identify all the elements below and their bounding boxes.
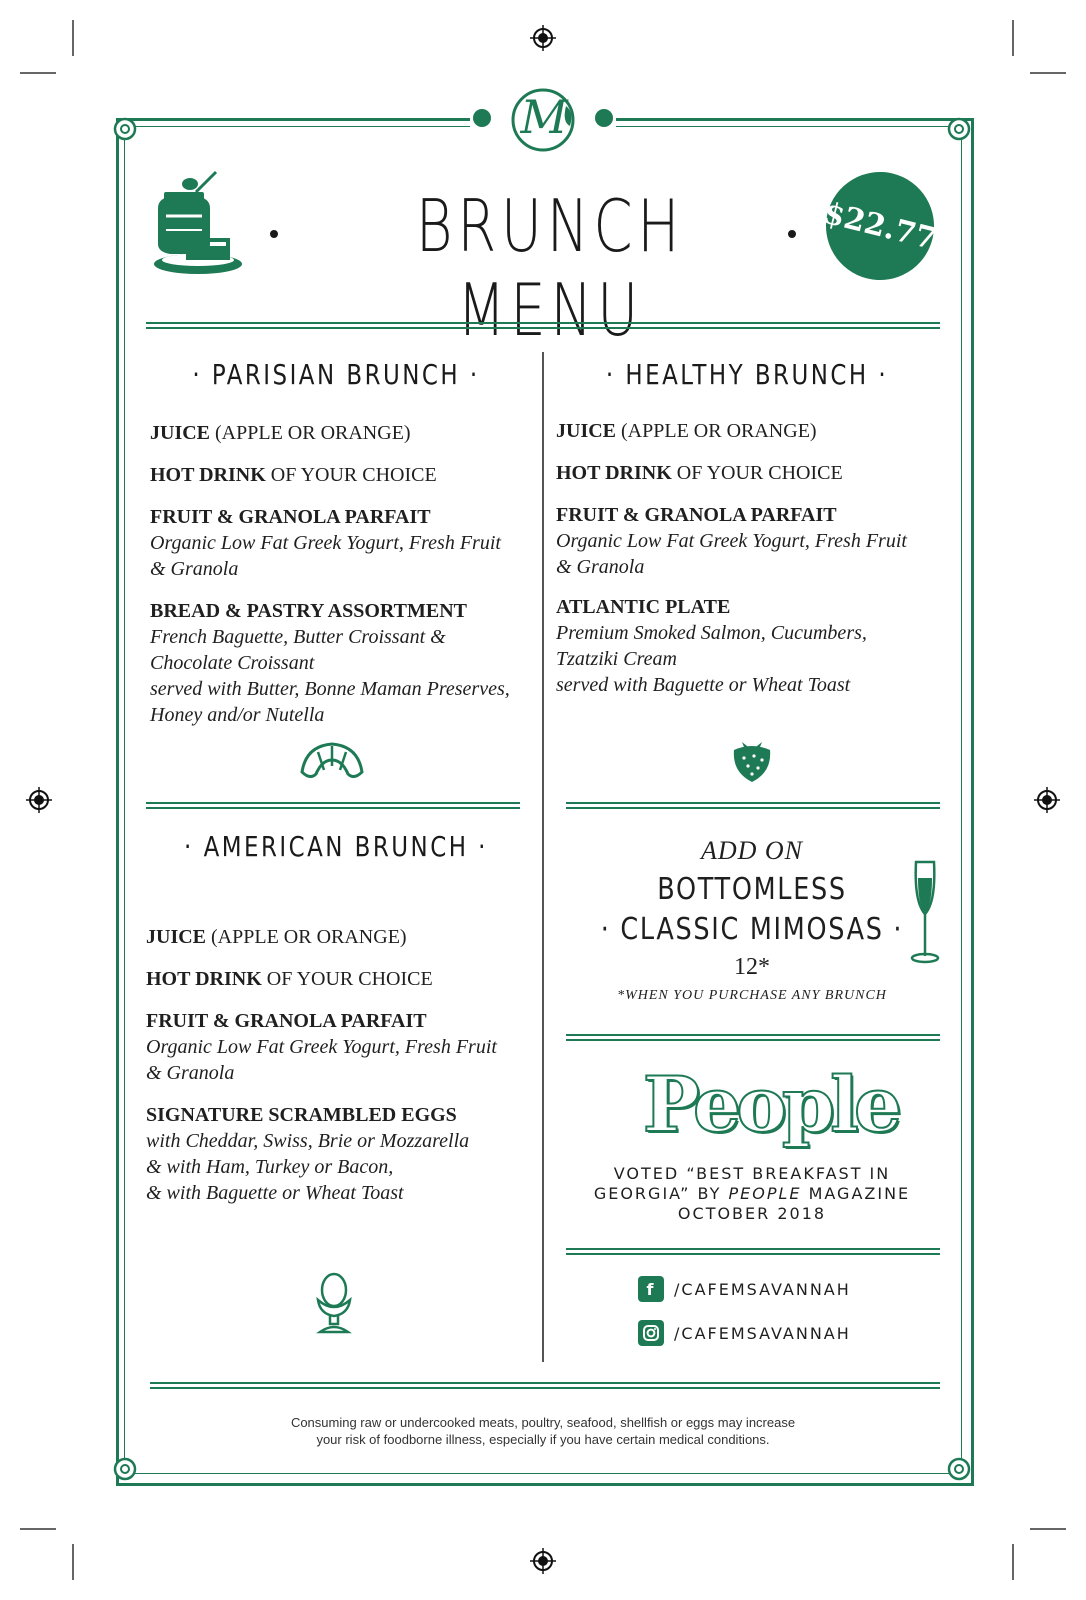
- menu-item-name: BREAD & PASTRY ASSORTMENT: [150, 600, 467, 622]
- crop-mark: [1012, 1544, 1014, 1580]
- corner-flourish: [942, 112, 976, 146]
- facebook-link[interactable]: [638, 1276, 851, 1302]
- menu-item-name: HOT DRINK: [146, 968, 262, 990]
- title-dot: [270, 230, 278, 238]
- menu-item-option: OF YOUR CHOICE: [261, 968, 433, 990]
- menu-item-description: Chocolate Croissant: [150, 652, 315, 674]
- section-divider: [566, 1248, 940, 1255]
- section-divider: [566, 802, 940, 809]
- crop-mark: [1030, 1528, 1066, 1530]
- crop-mark: [72, 1544, 74, 1580]
- header-divider: [146, 322, 940, 329]
- croissant-icon: [298, 738, 366, 782]
- page-title: BRUNCH MENU: [415, 184, 685, 352]
- menu-item-description: & Granola: [150, 558, 239, 580]
- menu-item-description: Honey and/or Nutella: [150, 704, 325, 726]
- crop-mark: [72, 20, 74, 56]
- menu-item: [146, 966, 526, 992]
- registration-mark-icon: [530, 1548, 556, 1574]
- foodborne-disclaimer: Consuming raw or undercooked meats, poultry, seafood, shellfish or eggs may increase your risk of foodborne illness, especially if you have certain medical conditions.: [290, 1415, 796, 1447]
- award-line-1: VOTED “BEST BREAKFAST IN: [613, 1164, 891, 1183]
- section-title-healthy: · HEALTHY BRUNCH ·: [605, 358, 889, 391]
- menu-item-name: FRUIT & GRANOLA PARFAIT: [150, 506, 431, 528]
- menu-item-description: French Baguette, Butter Croissant &: [150, 626, 446, 648]
- crop-mark: [20, 72, 56, 74]
- menu-item-name: HOT DRINK: [556, 462, 672, 484]
- menu-item-description: & with Ham, Turkey or Bacon,: [146, 1156, 394, 1178]
- section-title-american: · AMERICAN BRUNCH ·: [184, 830, 488, 863]
- egg-cup-icon: [314, 1268, 354, 1338]
- corner-flourish: [942, 1452, 976, 1486]
- facebook-icon: f: [638, 1276, 664, 1302]
- menu-item-description: served with Baguette or Wheat Toast: [556, 674, 851, 696]
- menu-item-name: ATLANTIC PLATE: [556, 596, 731, 618]
- crop-mark: [1012, 20, 1014, 56]
- crop-mark: [1030, 72, 1066, 74]
- menu-item-name: JUICE: [556, 420, 617, 442]
- menu-item-description: served with Butter, Bonne Maman Preserves,: [150, 678, 510, 700]
- menu-item-name: FRUIT & GRANOLA PARFAIT: [556, 504, 837, 526]
- menu-item: [150, 420, 530, 446]
- registration-mark-icon: [26, 787, 52, 813]
- menu-item-name: SIGNATURE SCRAMBLED EGGS: [146, 1104, 457, 1126]
- menu-item-description: Organic Low Fat Greek Yogurt, Fresh Fruit: [146, 1036, 497, 1058]
- section-title-parisian: · PARISIAN BRUNCH ·: [192, 358, 480, 391]
- menu-item-option: (APPLE OR ORANGE): [206, 926, 407, 948]
- instagram-link[interactable]: [638, 1320, 851, 1346]
- registration-mark-icon: [530, 25, 556, 51]
- menu-item: [146, 1008, 526, 1086]
- menu-item-name: HOT DRINK: [150, 464, 266, 486]
- corner-flourish: [108, 1452, 142, 1486]
- column-divider: [542, 352, 544, 1362]
- award-line-2: GEORGIA” BY PEOPLE MAGAZINE: [593, 1184, 911, 1203]
- menu-item-description: Organic Low Fat Greek Yogurt, Fresh Fruit: [556, 530, 907, 552]
- champagne-glass-icon: [908, 860, 942, 966]
- section-divider: [566, 1034, 940, 1041]
- addon-line-2: · CLASSIC MIMOSAS ·: [600, 912, 904, 947]
- menu-item: [556, 502, 936, 580]
- menu-item-description: with Cheddar, Swiss, Brie or Mozzarella: [146, 1130, 470, 1152]
- crop-mark: [20, 1528, 56, 1530]
- menu-item: [150, 598, 530, 728]
- menu-item-description: Organic Low Fat Greek Yogurt, Fresh Fruit: [150, 532, 501, 554]
- instagram-icon: [638, 1320, 664, 1346]
- menu-item-description: & Granola: [146, 1062, 235, 1084]
- menu-item-name: FRUIT & GRANOLA PARFAIT: [146, 1010, 427, 1032]
- menu-item-name: JUICE: [146, 926, 207, 948]
- logo-letter: M: [520, 90, 568, 144]
- corner-flourish: [108, 112, 142, 146]
- menu-item-option: (APPLE OR ORANGE): [210, 422, 411, 444]
- menu-item-description: & with Baguette or Wheat Toast: [146, 1182, 404, 1204]
- addon-heading: ADD ON: [700, 836, 804, 865]
- menu-item: [556, 594, 936, 698]
- menu-item: [150, 462, 530, 488]
- instagram-handle: /CAFEMSAVANNAH: [674, 1323, 851, 1343]
- menu-item: [556, 418, 936, 444]
- menu-item: [150, 504, 530, 582]
- menu-item: [146, 1102, 526, 1206]
- footer-divider: [150, 1382, 940, 1389]
- people-logo: People: [642, 1060, 898, 1149]
- strawberry-icon: [728, 732, 776, 784]
- facebook-handle: /CAFEMSAVANNAH: [674, 1279, 851, 1299]
- logo-emblem: [470, 84, 616, 154]
- award-line-3: OCTOBER 2018: [677, 1204, 827, 1223]
- addon-line-1: BOTTOMLESS: [657, 872, 847, 907]
- menu-item-option: OF YOUR CHOICE: [265, 464, 437, 486]
- menu-item: [146, 924, 526, 950]
- menu-item-option: (APPLE OR ORANGE): [616, 420, 817, 442]
- menu-item-option: OF YOUR CHOICE: [671, 462, 843, 484]
- addon-note: *WHEN YOU PURCHASE ANY BRUNCH: [617, 988, 887, 1003]
- title-dot: [788, 230, 796, 238]
- section-divider: [146, 802, 520, 809]
- registration-mark-icon: [1034, 787, 1060, 813]
- price-badge: $22.77: [815, 161, 946, 292]
- menu-item-description: Premium Smoked Salmon, Cucumbers,: [556, 622, 867, 644]
- menu-item-name: JUICE: [150, 422, 211, 444]
- menu-item-description: & Granola: [556, 556, 645, 578]
- addon-price: 12*: [734, 954, 770, 980]
- menu-item-description: Tzatziki Cream: [556, 648, 677, 670]
- honey-jar-icon: [150, 168, 250, 280]
- menu-item: [556, 460, 936, 486]
